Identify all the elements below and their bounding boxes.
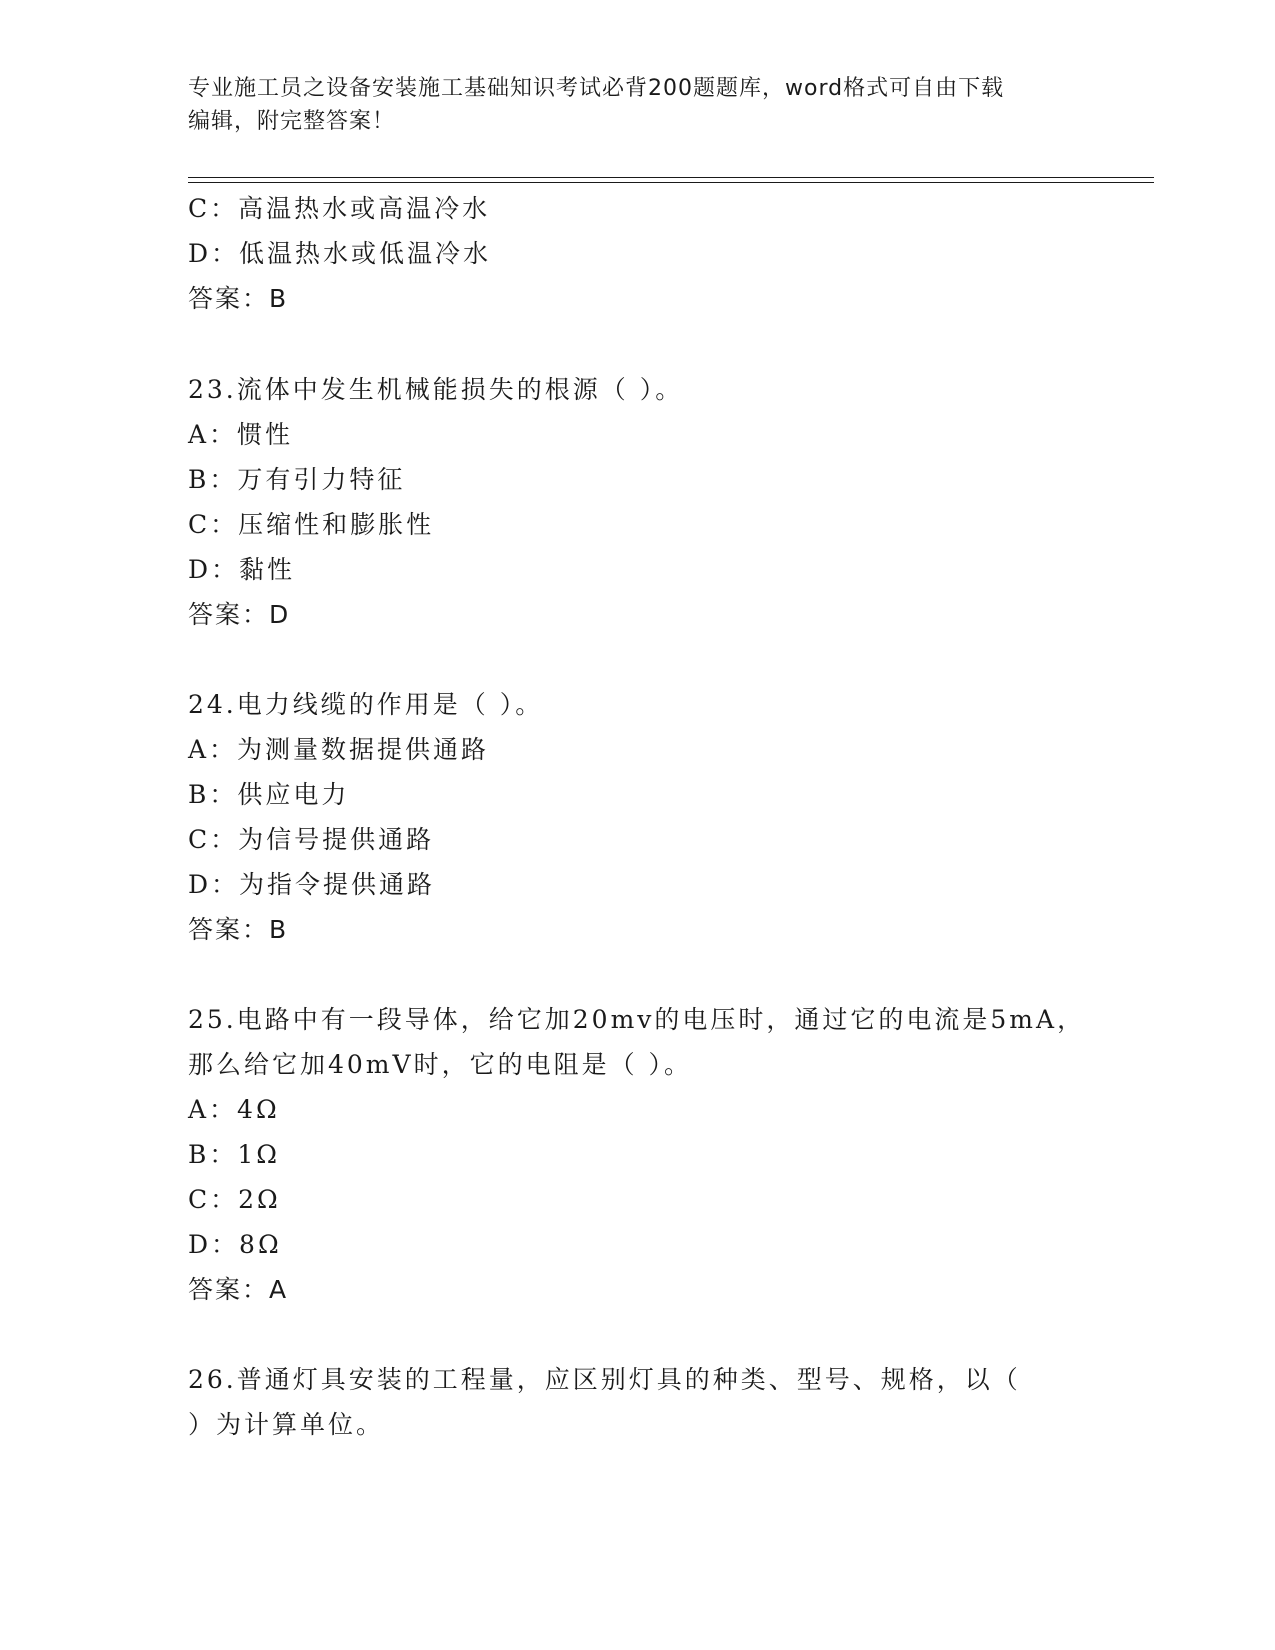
- q24-option-b: B：供应电力: [188, 780, 350, 809]
- q25-stem-line-2: 那么给它加40mV时，它的电阻是（ ）。: [188, 1050, 693, 1079]
- q25-option-d: D：8Ω: [188, 1230, 282, 1259]
- q22-answer: 答案：B: [188, 284, 289, 313]
- q24-option-a: A：为测量数据提供通路: [188, 735, 490, 764]
- header-line-1: 专业施工员之设备安装施工基础知识考试必背200题题库，word格式可自由下载: [188, 76, 1005, 101]
- q22-option-d: D：低温热水或低温冷水: [188, 239, 492, 268]
- q26-stem-line-1: 26.普通灯具安装的工程量，应区别灯具的种类、型号、规格，以（: [188, 1365, 1021, 1394]
- q25-stem-line-1: 25.电路中有一段导体，给它加20mv的电压时，通过它的电流是5mA，: [188, 1005, 1086, 1034]
- q24-answer: 答案：B: [188, 915, 289, 944]
- q23-option-c: C：压缩性和膨胀性: [188, 510, 435, 539]
- document-header: [188, 72, 1068, 138]
- header-line-2: 编辑，附完整答案！: [188, 109, 396, 134]
- q24-option-c: C：为信号提供通路: [188, 825, 435, 854]
- q26-stem-line-2: ）为计算单位。: [188, 1410, 385, 1439]
- q25-option-a: A：4Ω: [188, 1095, 280, 1124]
- q23-option-a: A：惯性: [188, 420, 294, 449]
- q25-answer: 答案：A: [188, 1275, 289, 1304]
- q22-option-c: C：高温热水或高温冷水: [188, 194, 491, 223]
- q23-answer: 答案：D: [188, 600, 291, 629]
- q25-option-b: B：1Ω: [188, 1140, 281, 1169]
- q24-stem: 24.电力线缆的作用是（ ）。: [188, 690, 544, 719]
- q23-option-d: D：黏性: [188, 555, 296, 584]
- q23-option-b: B：万有引力特征: [188, 465, 406, 494]
- q25-option-c: C：2Ω: [188, 1185, 281, 1214]
- header-divider-top: [188, 177, 1154, 178]
- header-divider-bottom: [188, 182, 1154, 183]
- q24-option-d: D：为指令提供通路: [188, 870, 436, 899]
- q23-stem: 23.流体中发生机械能损失的根源（ ）。: [188, 375, 684, 404]
